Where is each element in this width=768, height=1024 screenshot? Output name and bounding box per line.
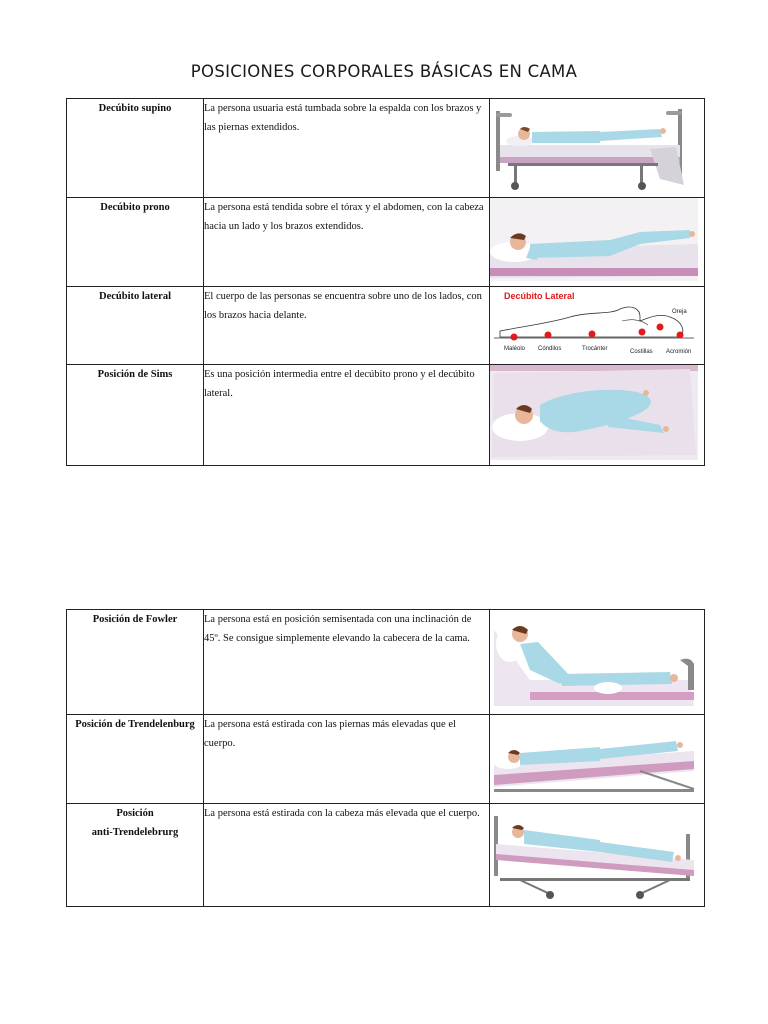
table-row	[67, 99, 705, 198]
lateral-diagram	[490, 287, 698, 359]
position-name: Posición de Fowler	[67, 610, 204, 715]
table-row	[67, 715, 705, 804]
position-description: La persona está estirada con las piernas más elevadas que el cuerpo.	[204, 715, 490, 804]
image-cell	[490, 99, 705, 198]
position-description: La persona está en posición semisentada con una inclinación de 45º. Se consigue simplemente elevando la cabecera de la cama.	[204, 610, 490, 715]
position-description: Es una posición intermedia entre el decúbito prono y el decúbito lateral.	[204, 365, 490, 466]
positions-table-2	[66, 609, 705, 907]
image-cell	[490, 365, 705, 466]
anti-trendelenburg-position-illustration	[490, 804, 698, 901]
trendelenburg-position-illustration	[490, 715, 698, 798]
image-cell	[490, 804, 705, 907]
image-cell	[490, 287, 705, 365]
diagram-title: Decúbito Lateral	[504, 291, 575, 301]
position-name: Posición de Sims	[67, 365, 204, 466]
label-oreja: Oreja	[672, 309, 687, 315]
table-row	[67, 365, 705, 466]
position-name: Decúbito lateral	[67, 287, 204, 365]
table-row	[67, 610, 705, 715]
position-name	[67, 804, 204, 907]
page-title: POSICIONES CORPORALES BÁSICAS EN CAMA	[190, 62, 578, 81]
fowler-position-illustration	[490, 610, 698, 709]
table-row	[67, 287, 705, 365]
label-acromion: Acromión	[666, 349, 692, 355]
position-name: Decúbito supino	[67, 99, 204, 198]
position-description: El cuerpo de las personas se encuentra sobre uno de los lados, con los brazos hacia delante.	[204, 287, 490, 365]
position-name-line-1: Posición	[116, 808, 154, 819]
position-description: La persona usuaria está tumbada sobre la espalda con los brazos y las piernas extendidos.	[204, 99, 490, 198]
positions-table-1	[66, 98, 705, 466]
position-description: La persona está tendida sobre el tórax y el abdomen, con la cabeza hacia un lado y los brazos extendidos.	[204, 198, 490, 287]
prone-position-illustration	[490, 198, 698, 281]
label-costillas: Costillas	[630, 349, 653, 355]
label-trocanter: Trocánter	[582, 346, 608, 352]
label-maleolo: Maléolo	[504, 346, 526, 352]
supine-position-illustration	[490, 99, 698, 192]
image-cell	[490, 610, 705, 715]
label-condilos: Cóndilos	[538, 346, 562, 352]
position-name: Decúbito prono	[67, 198, 204, 287]
table-row	[67, 198, 705, 287]
image-cell	[490, 198, 705, 287]
position-description: La persona está estirada con la cabeza más elevada que el cuerpo.	[204, 804, 490, 907]
position-name: Posición de Trendelenburg	[67, 715, 204, 804]
image-cell	[490, 715, 705, 804]
position-name-line-2: anti-Trendelebrurg	[91, 827, 179, 838]
sims-position-illustration	[490, 365, 698, 460]
table-row	[67, 804, 705, 907]
